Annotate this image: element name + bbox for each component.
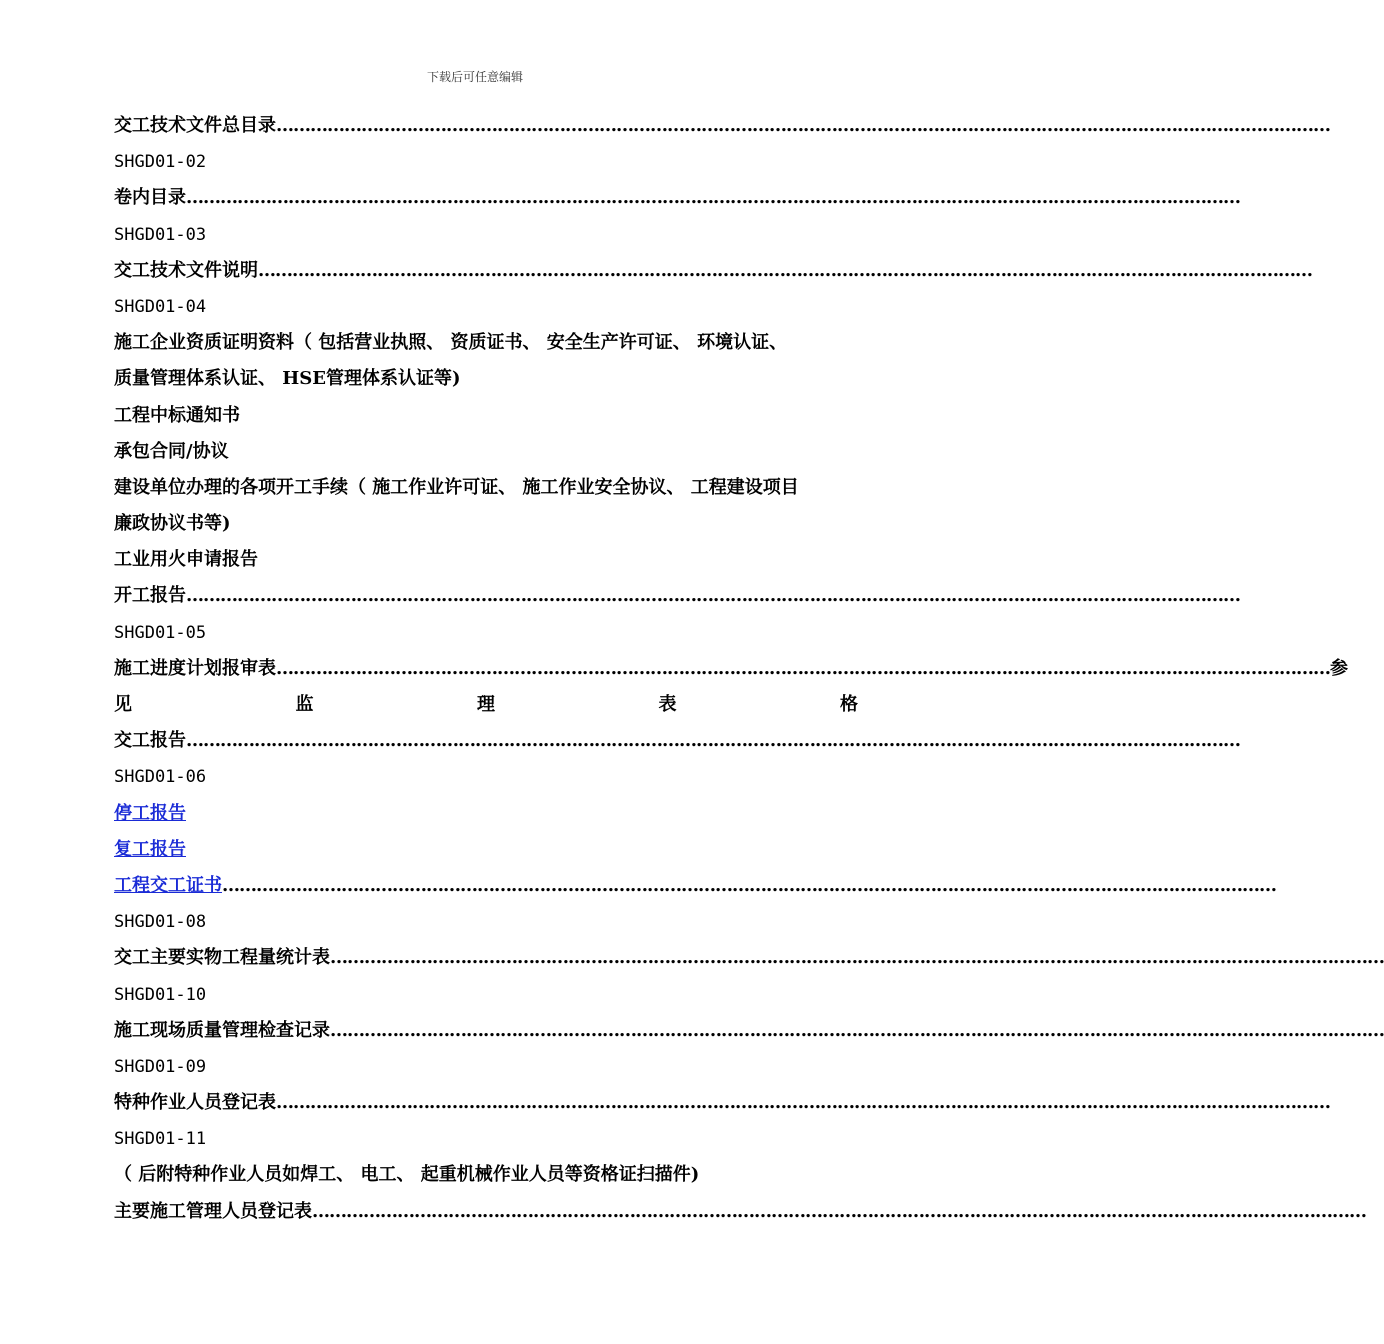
entry-code: SHGD01-05	[114, 622, 207, 643]
leader-dots: ……………………………………………………………………………………………………………………………………………………………………	[276, 657, 1330, 679]
leader-dots: ……………………………………………………………………………………………………………………………………………………………………	[258, 259, 1312, 281]
entry-tail: 参	[1330, 657, 1348, 679]
entry-text: 工程中标通知书	[114, 404, 240, 426]
toc-entry	[114, 1194, 1366, 1230]
entry-text: 工业用火申请报告	[114, 549, 258, 571]
page-header: 下载后可任意编辑	[426, 70, 523, 84]
entry-text: 廉政协议书等)	[114, 513, 231, 535]
entry-text: 建设单位办理的各项开工手续（ 施工作业许可证、 施工作业安全协议、 工程建设项目	[114, 476, 799, 498]
justified-char: 见	[114, 694, 132, 715]
entry-title: 开工报告	[114, 585, 186, 607]
justified-char: 格	[840, 694, 858, 715]
toc-entry	[114, 651, 1348, 687]
entry-title: 交工主要实物工程量统计表	[114, 947, 330, 969]
entry-code: SHGD01-08	[114, 912, 207, 933]
entry-title: 主要施工管理人员登记表	[114, 1200, 312, 1222]
entry-title: 交工技术文件总目录	[114, 115, 276, 136]
toc-list	[114, 108, 1384, 1230]
entry-continuation	[114, 687, 858, 723]
toc-entry	[114, 1013, 1384, 1049]
toc-entry	[114, 180, 1240, 216]
toc-entry	[114, 1085, 1330, 1121]
leader-dots: ……………………………………………………………………………………………………………………………………………………………………	[186, 187, 1240, 209]
toc-entry	[114, 723, 1240, 759]
entry-code: SHGD01-11	[114, 1129, 207, 1150]
entry-code: SHGD01-03	[114, 224, 207, 245]
entry-title: 特种作业人员登记表	[114, 1092, 276, 1114]
leader-dots: ……………………………………………………………………………………………………………………………………………………………………	[330, 1019, 1384, 1041]
entry-title: 交工报告	[114, 730, 186, 752]
entry-title: 卷内目录	[114, 187, 186, 209]
stop-work-report-link[interactable]: 停工报告	[114, 802, 186, 824]
entry-code: SHGD01-06	[114, 767, 207, 788]
entry-title: 施工现场质量管理检查记录	[114, 1019, 330, 1041]
toc-entry	[114, 108, 1330, 144]
leader-dots: ……………………………………………………………………………………………………………………………………………………………………	[330, 947, 1384, 969]
toc-entry	[114, 253, 1312, 289]
entry-title: 交工技术文件说明	[114, 259, 258, 281]
entry-text: 施工企业资质证明资料（ 包括营业执照、 资质证书、 安全生产许可证、 环境认证、	[114, 332, 788, 354]
entry-code: SHGD01-09	[114, 1056, 207, 1077]
leader-dots: ……………………………………………………………………………………………………………………………………………………………………	[222, 874, 1276, 896]
entry-text: 承包合同/协议	[114, 440, 229, 462]
justified-char: 表	[658, 694, 677, 715]
entry-code: SHGD01-02	[114, 152, 207, 173]
entry-title: 施工进度计划报审表	[114, 657, 276, 679]
resume-work-report-link[interactable]: 复工报告	[114, 838, 186, 860]
link-row	[114, 796, 858, 832]
leader-dots: ……………………………………………………………………………………………………………………………………………………………………	[276, 115, 1330, 136]
leader-dots: ……………………………………………………………………………………………………………………………………………………………………	[186, 730, 1240, 752]
entry-code: SHGD01-10	[114, 984, 207, 1005]
toc-entry	[114, 940, 1384, 976]
justified-char: 监	[295, 694, 314, 715]
leader-dots: ……………………………………………………………………………………………………………………………………………………………………	[186, 585, 1240, 607]
entry-text: （ 后附特种作业人员如焊工、 电工、 起重机械作业人员等资格证扫描件)	[114, 1164, 700, 1186]
justified-char: 理	[477, 694, 495, 715]
link-row	[114, 832, 858, 868]
entry-code: SHGD01-04	[114, 296, 207, 317]
leader-dots: ……………………………………………………………………………………………………………………………………………………………………	[312, 1200, 1366, 1222]
toc-entry	[114, 868, 1276, 904]
handover-certificate-link[interactable]: 工程交工证书	[114, 874, 222, 896]
toc-entry	[114, 578, 1240, 614]
leader-dots: ……………………………………………………………………………………………………………………………………………………………………	[276, 1092, 1330, 1114]
entry-text: 质量管理体系认证、 HSE管理体系认证等)	[114, 368, 461, 390]
